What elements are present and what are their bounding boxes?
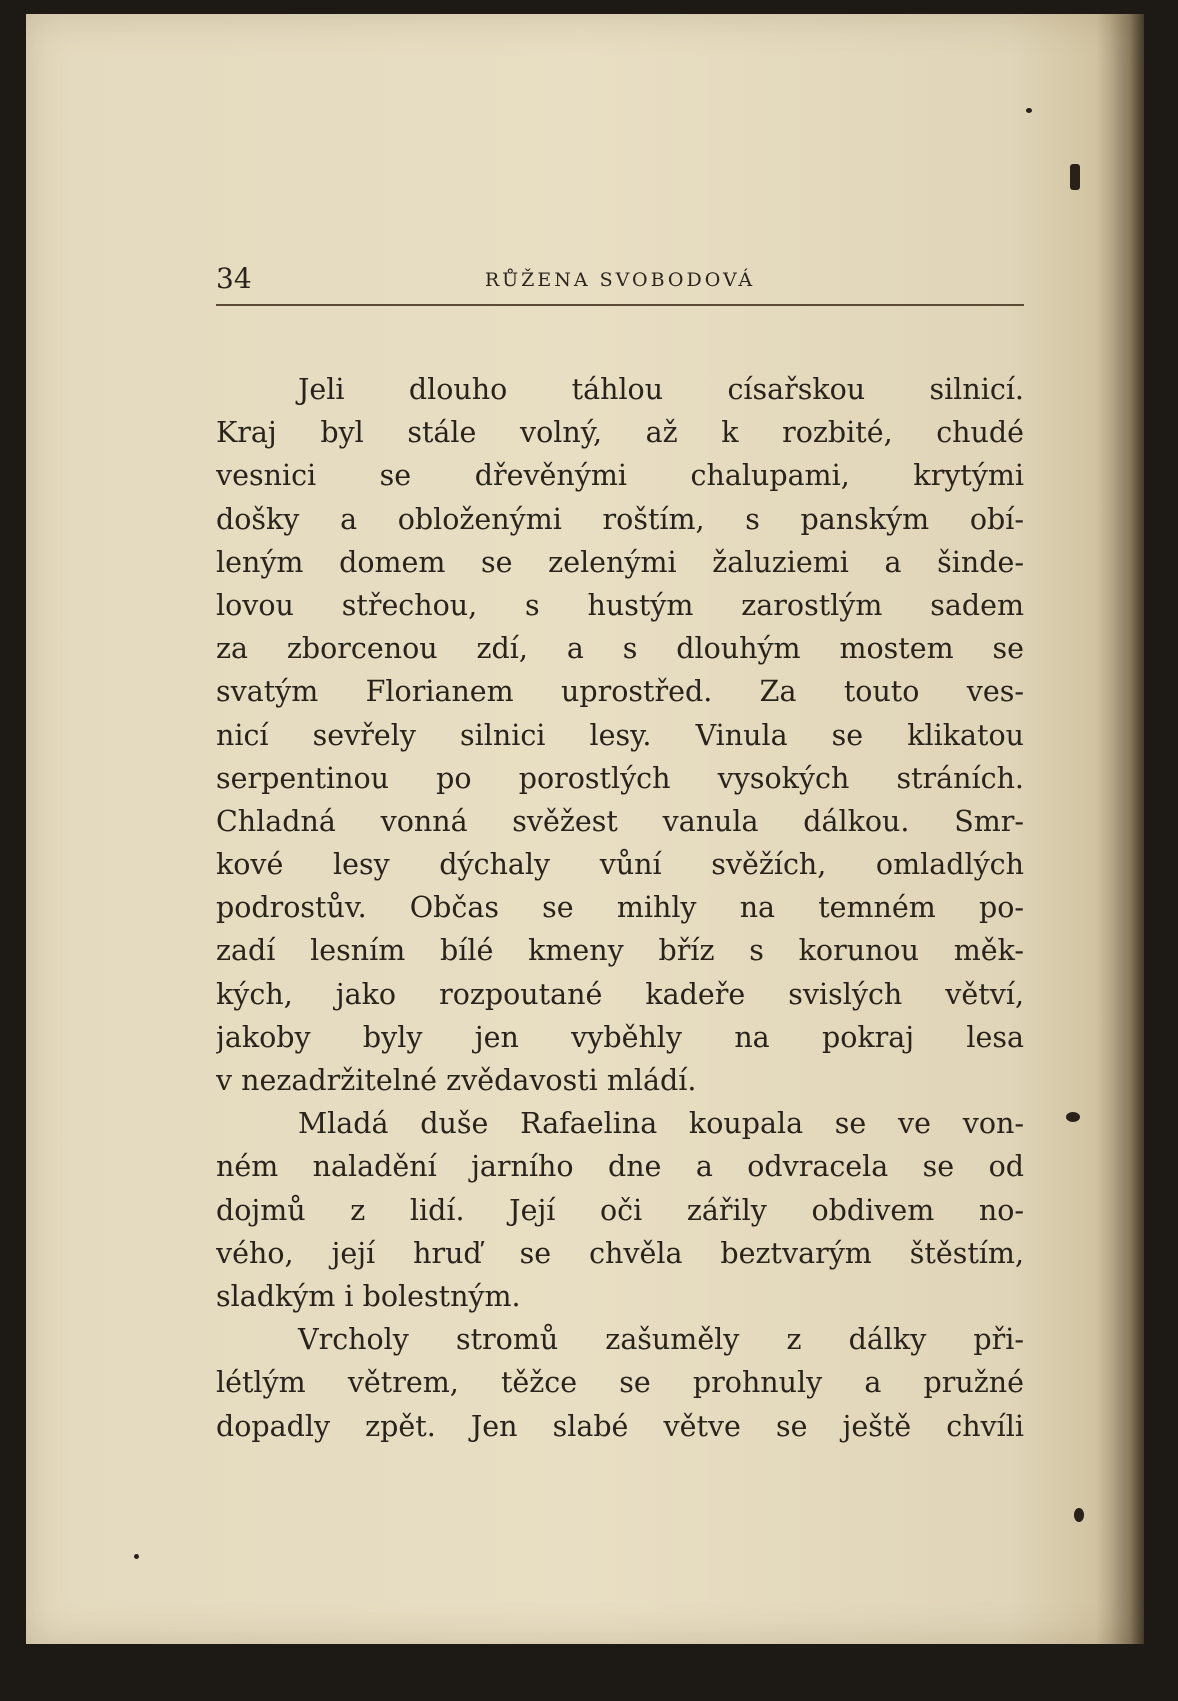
ink-speck — [1074, 1508, 1084, 1522]
text-line: leným domem se zelenými žaluziemi a šinde- — [216, 545, 1024, 579]
text-line: dopadly zpět. Jen slabé větve se ještě chvíli — [216, 1409, 1024, 1443]
page-number: 34 — [216, 262, 252, 295]
ink-speck — [1066, 1112, 1080, 1122]
text-line: Mladá duše Rafaelina koupala se ve von- — [298, 1107, 1024, 1141]
text-line: Jeli dlouho táhlou císařskou silnicí. — [298, 373, 1024, 406]
page-binding-edge — [1096, 14, 1144, 1644]
text-line: ném naladění jarního dne a odvracela se od — [216, 1150, 1024, 1184]
text-line: svatým Florianem uprostřed. Za touto ves- — [216, 675, 1024, 709]
text-line: nicí sevřely silnici lesy. Vinula se klikatou — [216, 718, 1024, 752]
text-line: za zborcenou zdí, a s dlouhým mostem se — [216, 632, 1024, 666]
ink-speck — [134, 1554, 139, 1559]
text-line: vého, její hruď se chvěla beztvarým štěstím, — [216, 1236, 1024, 1270]
text-line: došky a obloženými roštím, s panským obí- — [216, 502, 1024, 536]
ink-speck — [1026, 108, 1032, 113]
text-line: kové lesy dýchaly vůní svěžích, omladlých — [216, 848, 1024, 882]
page-header — [216, 262, 1024, 306]
text-line: v nezadržitelné zvědavosti mládí. — [216, 1064, 697, 1097]
text-line: Vrcholy stromů zašuměly z dálky při- — [298, 1323, 1024, 1357]
text-line: dojmů z lidí. Její oči zářily obdivem no- — [216, 1193, 1024, 1227]
text-line: vesnici se dřevěnými chalupami, krytými — [216, 459, 1024, 493]
text-line: létlým větrem, těžce se prohnuly a pružné — [216, 1366, 1024, 1400]
text-line: sladkým i bolestným. — [216, 1279, 521, 1313]
page-paper — [26, 14, 1144, 1644]
text-line: zadí lesním bílé kmeny bříz s korunou měk- — [216, 934, 1024, 968]
running-title: RŮŽENA SVOBODOVÁ — [484, 269, 756, 291]
text-line: Chladná vonná svěžest vanula dálkou. Smr- — [216, 804, 1024, 838]
ink-speck — [1070, 164, 1080, 190]
text-line: podrostův. Občas se mihly na temném po- — [216, 891, 1024, 925]
body-text — [216, 368, 1024, 1448]
text-line: kých, jako rozpoutané kadeře svislých větví, — [216, 977, 1024, 1011]
text-line: jakoby byly jen vyběhly na pokraj lesa — [216, 1020, 1024, 1054]
text-line: lovou střechou, s hustým zarostlým sadem — [216, 588, 1024, 622]
text-line: Kraj byl stále volný, až k rozbité, chudé — [216, 416, 1024, 450]
text-line: serpentinou po porostlých vysokých stráních. — [216, 761, 1024, 795]
